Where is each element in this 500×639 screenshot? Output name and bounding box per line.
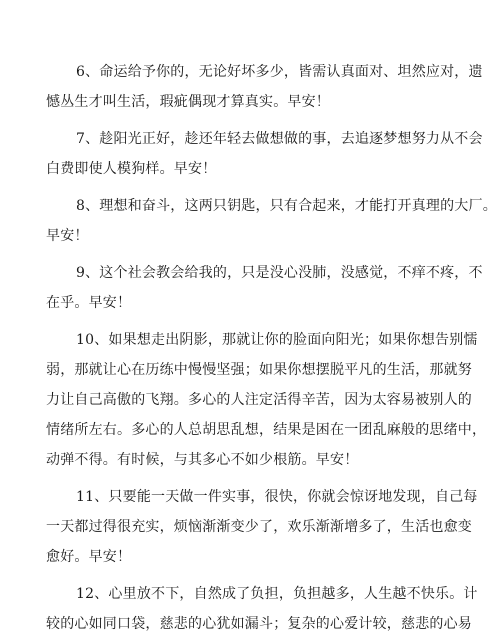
paragraph-7: [46, 124, 483, 184]
paragraph-line: 6、命运给予你的，无论好坏多少，皆需认真面对、坦然应对，遗: [76, 64, 483, 80]
paragraph-line: 憾丛生才叫生活，瑕疵偶现才算真实。早安！: [46, 94, 330, 110]
paragraph-line: 一天都过得很充实，烦恼渐渐变少了，欢乐渐渐增多了，生活也愈变: [46, 519, 472, 535]
paragraph-line: 11、只要能一天做一件实事，很快，你就会惊讶地发现，自己每: [76, 489, 478, 505]
paragraph-line: 10、如果想走出阴影，那就让你的脸面向阳光；如果你想告别懦: [76, 332, 478, 348]
paragraph-6: [46, 57, 483, 117]
paragraph-line: 12、心里放不下，自然成了负担，负担越多，人生越不快乐。计: [76, 586, 478, 602]
paragraph-line: 9、这个社会教会给我的，只是没心没肺，没感觉，不痒不疼，不: [76, 265, 483, 281]
paragraph-line: 弱，那就让心在历练中慢慢坚强；如果你想摆脱平凡的生活，那就努: [46, 362, 472, 378]
paragraph-9: [46, 258, 483, 318]
paragraph-line: 7、趁阳光正好，趁还年轻去做想做的事，去追逐梦想努力从不会: [76, 131, 483, 147]
paragraph-line: 在乎。早安！: [46, 295, 132, 311]
paragraph-10: [46, 325, 487, 475]
paragraph-line: 动弹不得。有时候，与其多心不如少根筋。早安！: [46, 452, 359, 468]
paragraph-line: 早安！: [46, 228, 89, 244]
paragraph-11: [46, 482, 478, 572]
paragraph-line: 8、理想和奋斗，这两只钥匙，只有合起来，才能打开真理的大厂。: [76, 198, 497, 214]
paragraph-line: 力让自己高傲的飞翔。多心的人注定活得辛苦，因为太容易被别人的: [46, 392, 472, 408]
paragraph-line: 较的心如同口袋，慈悲的心犹如漏斗；复杂的心爱计较，慈悲的心易: [46, 616, 472, 632]
paragraph-12: [46, 579, 478, 639]
paragraph-line: 愈好。早安！: [46, 549, 132, 565]
paragraph-line: 白费即使人模狗样。早安！: [46, 161, 217, 177]
paragraph-line: 情绪所左右。多心的人总胡思乱想，结果是困在一团乱麻般的思绪中，: [46, 422, 487, 438]
paragraph-8: [46, 191, 497, 251]
